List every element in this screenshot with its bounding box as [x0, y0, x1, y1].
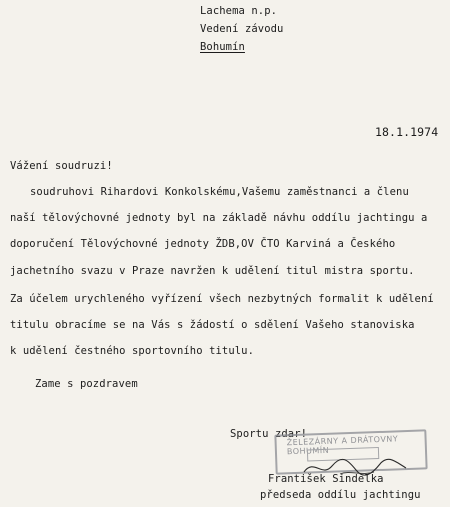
sign-off-greeting: Sportu zdar!	[230, 428, 308, 440]
closing-phrase: Zame s pozdravem	[35, 378, 138, 390]
salutation: Vážení soudruzi!	[10, 160, 113, 172]
body-line-6: titulu obracíme se na Vás s žádostí o sdělení Vašeho stanoviska	[10, 319, 415, 331]
body-line-7: k udělení čestného sportovního titulu.	[10, 345, 255, 357]
body-line-2: naší tělovýchovné jednoty byl na základě návhu oddílu jachtingu a	[10, 212, 428, 224]
stamp-text: ŽELEZÁRNY A DRÁTOVNY BOHUMÍN	[286, 434, 399, 457]
signer-title: předseda oddílu jachtingu	[260, 489, 421, 501]
addressee-company: Lachema n.p.	[200, 5, 278, 17]
addressee-city: Bohumín	[200, 41, 245, 53]
body-line-5: Za účelem urychleného vyřízení všech nezbytných formalit k udělení	[10, 293, 434, 305]
body-line-1: soudruhovi Rihardovi Konkolskému,Vašemu zaměstnanci a členu	[30, 186, 409, 198]
addressee-department: Vedení závodu	[200, 23, 284, 35]
signer-name: František Sindelka	[268, 473, 384, 485]
body-line-3: doporučení Tělovýchovné jednoty ŽDB,OV ČTO Karviná a Českého	[10, 238, 396, 250]
letter-date: 18.1.1974	[375, 125, 439, 139]
body-line-4: jachetního svazu v Praze navržen k udělení titul mistra sportu.	[10, 265, 415, 277]
